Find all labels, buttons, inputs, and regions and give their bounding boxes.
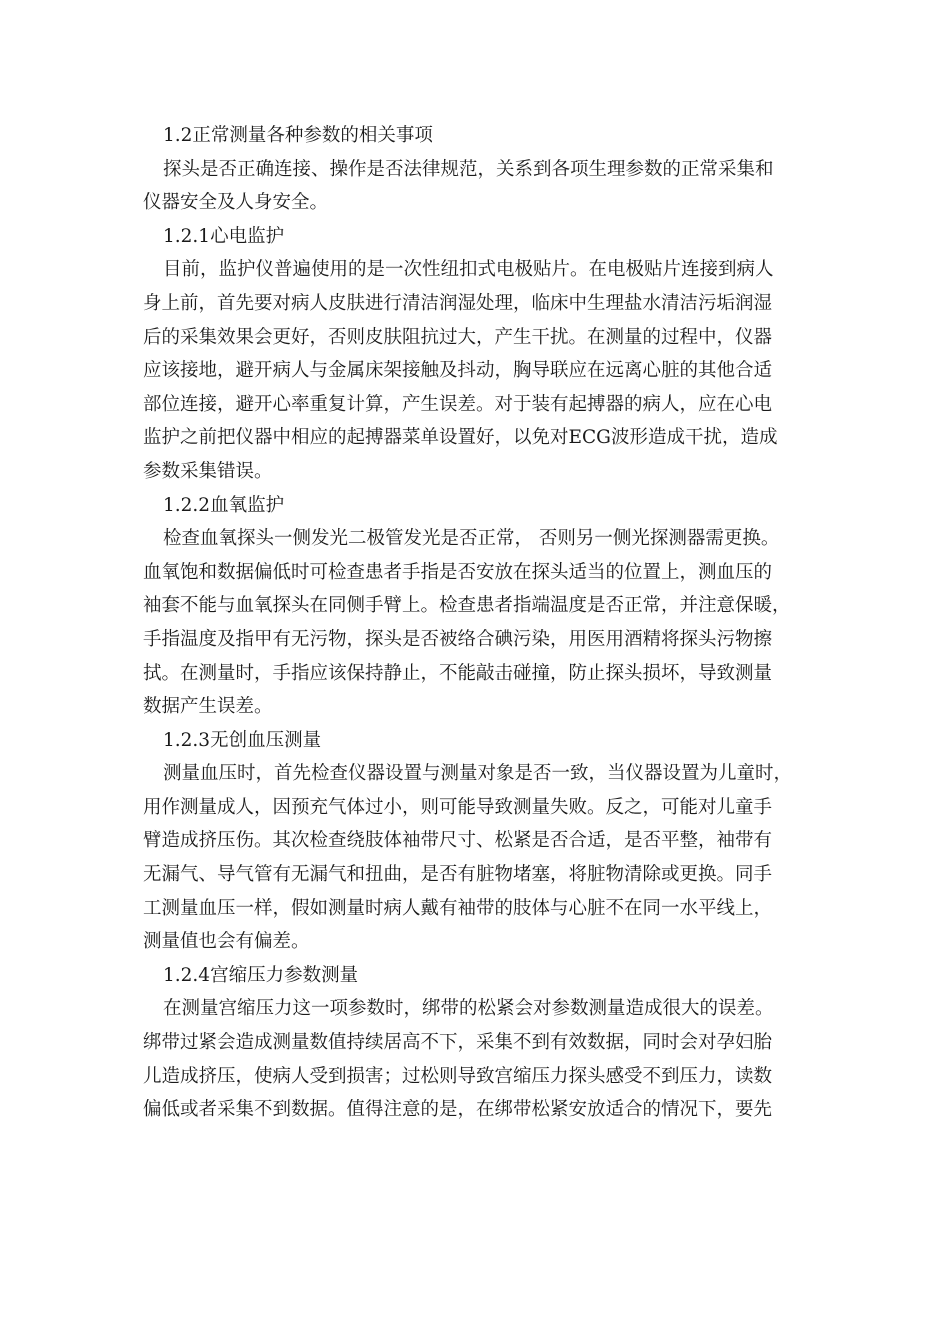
section-heading: 1.2.4宫缩压力参数测量 — [163, 964, 359, 986]
section-heading: 1.2.1心电监护 — [163, 225, 285, 247]
paragraph-line: 用作测量成人，因预充气体过小，则可能导致测量失败。反之，可能对儿童手 — [143, 796, 773, 818]
paragraph-line: 探头是否正确连接、操作是否法律规范，关系到各项生理参数的正常采集和 — [163, 158, 774, 180]
paragraph-line: 血氧饱和数据偏低时可检查患者手指是否安放在探头适当的位置上，测血压的 — [143, 561, 773, 583]
paragraph-line: 测量血压时，首先检查仪器设置与测量对象是否一致，当仪器设置为儿童时， — [163, 763, 793, 785]
paragraph-line: 目前，监护仪普遍使用的是一次性纽扣式电极贴片。在电极贴片连接到病人 — [163, 259, 774, 281]
paragraph-line: 测量值也会有偏差。 — [143, 931, 310, 953]
paragraph-line: 应该接地，避开病人与金属床架接触及抖动，胸导联应在远离心脏的其他合适 — [143, 360, 773, 382]
document-body — [143, 119, 813, 1127]
paragraph-line: 袖套不能与血氧探头在同侧手臂上。检查患者指端温度是否正常，并注意保暖， — [143, 595, 791, 617]
paragraph-line: 仪器安全及人身安全。 — [143, 192, 329, 214]
paragraph-line: 无漏气、导气管有无漏气和扭曲，是否有脏物堵塞，将脏物清除或更换。同手 — [143, 864, 773, 886]
paragraph-line: 身上前，首先要对病人皮肤进行清洁润湿处理，临床中生理盐水清洁污垢润湿 — [143, 292, 773, 314]
paragraph-line: 在测量宫缩压力这一项参数时，绑带的松紧会对参数测量造成很大的误差。 — [163, 998, 774, 1020]
paragraph-line: 儿造成挤压，使病人受到损害；过松则导致宫缩压力探头感受不到压力，读数 — [143, 1065, 773, 1087]
paragraph-line: 监护之前把仪器中相应的起搏器菜单设置好，以免对ECG波形造成干扰，造成 — [143, 427, 778, 449]
paragraph-line: 工测量血压一样，假如测量时病人戴有袖带的肢体与心脏不在同一水平线上， — [143, 897, 773, 919]
section-heading: 1.2正常测量各种参数的相关事项 — [163, 125, 433, 146]
paragraph-line: 手指温度及指甲有无污物，探头是否被络合碘污染，用医用酒精将探头污物擦 — [143, 628, 773, 650]
section-heading: 1.2.2血氧监护 — [163, 494, 285, 516]
paragraph-line: 绑带过紧会造成测量数值持续居高不下，采集不到有效数据，同时会对孕妇胎 — [143, 1032, 773, 1054]
paragraph-line: 检查血氧探头一侧发光二极管发光是否正常， 否则另一侧光探测器需更换。 — [163, 528, 780, 550]
section-heading: 1.2.3无创血压测量 — [163, 729, 322, 751]
paragraph-line: 后的采集效果会更好，否则皮肤阻抗过大，产生干扰。在测量的过程中，仪器 — [143, 326, 773, 348]
paragraph-line: 臂造成挤压伤。其次检查绕肢体袖带尺寸、松紧是否合适，是否平整，袖带有 — [143, 830, 773, 852]
paragraph-line: 参数采集错误。 — [143, 460, 273, 482]
paragraph-line: 拭。在测量时，手指应该保持静止，不能敲击碰撞，防止探头损坏，导致测量 — [143, 662, 773, 684]
paragraph-line: 数据产生误差。 — [143, 696, 273, 718]
paragraph-line: 偏低或者采集不到数据。值得注意的是，在绑带松紧安放适合的情况下，要先 — [143, 1099, 773, 1121]
paragraph-line: 部位连接，避开心率重复计算，产生误差。对于装有起搏器的病人，应在心电 — [143, 393, 773, 415]
